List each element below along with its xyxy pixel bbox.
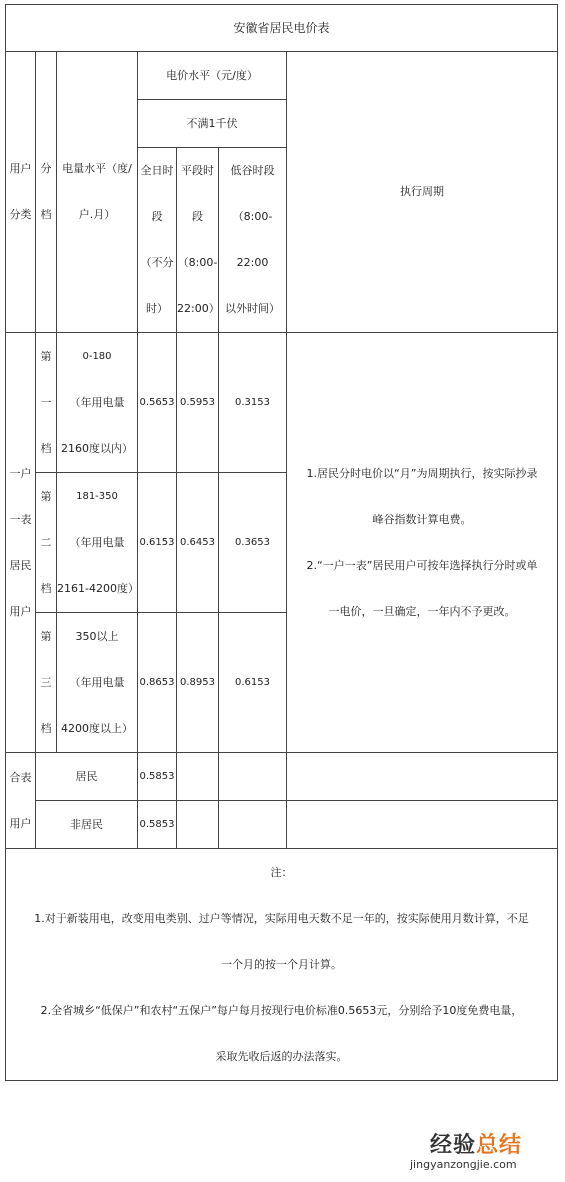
empty-cell: [287, 801, 558, 849]
empty-cell: [219, 753, 287, 801]
shared-row-label: 非居民: [36, 801, 138, 849]
header-all-day: 全日时 段 （不分 时）: [138, 148, 177, 333]
all-day-price: 0.8653: [138, 613, 177, 753]
empty-cell: [219, 801, 287, 849]
header-usage-level: 电量水平（度/ 户.月）: [57, 52, 138, 333]
tier-usage: 350以上 （年用电量 4200度以上）: [57, 613, 138, 753]
header-tier: 分 档: [36, 52, 57, 333]
empty-cell: [177, 753, 219, 801]
valley-price: 0.3153: [219, 333, 287, 473]
header-flat-period: 平段时 段 （8:00- 22:00）: [177, 148, 219, 333]
note-line: 1.对于新装用电，改变用电类别、过户等情况，实际用电天数不足一年的，按实际使用月数计算，不足: [34, 911, 529, 925]
flat-price: 0.6453: [177, 473, 219, 613]
notes-section: [6, 849, 558, 1081]
note-line: 一个月的按一个月计算。: [221, 957, 342, 971]
shared-row-label: 居民: [36, 753, 138, 801]
tier-name: 第 三 档: [36, 613, 57, 753]
tier-name: 第 一 档: [36, 333, 57, 473]
header-capacity: 不满1千伏: [138, 100, 287, 148]
valley-price: 0.6153: [219, 613, 287, 753]
electricity-price-table: [5, 4, 558, 1081]
all-day-price: 0.5853: [138, 753, 177, 801]
watermark-brand: 经验总结: [430, 1133, 523, 1158]
execution-notes: 1.居民分时电价以“月”为周期执行，按实际抄录 峰谷指数计算电费。 2.“一户一表”居民用户可按年选择执行分时或单 一电价，一旦确定，一年内不予更改。: [287, 333, 558, 753]
header-price-level: 电价水平（元/度）: [138, 52, 287, 100]
header-execution-period: 执行周期: [287, 52, 558, 333]
shared-meter-group-label: 合表 用户: [6, 753, 36, 849]
all-day-price: 0.5853: [138, 801, 177, 849]
note-line: 2.全省城乡“低保户”和农村“五保户”每户每月按现行电价标准0.5653元，分别给予10度免费电量，: [40, 1003, 523, 1017]
tier-usage: 181-350 （年用电量 2161-4200度）: [57, 473, 138, 613]
flat-price: 0.8953: [177, 613, 219, 753]
header-valley-period: 低谷时段 （8:00-22:00 以外时间）: [219, 148, 287, 333]
tier-name: 第 二 档: [36, 473, 57, 613]
header-user-category: 用户 分类: [6, 52, 36, 333]
empty-cell: [177, 801, 219, 849]
notes-heading: 注：: [270, 865, 293, 879]
all-day-price: 0.5653: [138, 333, 177, 473]
watermark-logo: [410, 1128, 560, 1174]
residential-group-label: 一户 一表 居民 用户: [6, 333, 36, 753]
note-line: 采取先收后返的办法落实。: [215, 1049, 348, 1063]
watermark-url: jingyanzongjie.com: [410, 1158, 517, 1171]
table-title: 安徽省居民电价表: [6, 5, 558, 52]
valley-price: 0.3653: [219, 473, 287, 613]
flat-price: 0.5953: [177, 333, 219, 473]
empty-cell: [287, 753, 558, 801]
all-day-price: 0.6153: [138, 473, 177, 613]
tier-usage: 0-180 （年用电量 2160度以内）: [57, 333, 138, 473]
